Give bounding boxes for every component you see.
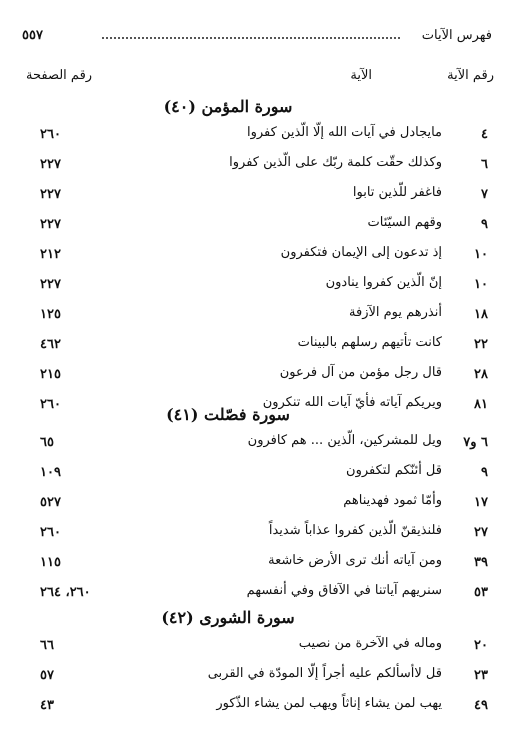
ayah-text: وقهم السيّئات [367, 215, 442, 230]
index-row [0, 271, 516, 301]
page-ref: ٢١٥ [40, 367, 61, 382]
page-ref: ٥٢٧ [40, 495, 61, 510]
page-ref: ٥٧ [40, 668, 54, 683]
page-number: ٥٥٧ [22, 28, 43, 43]
ayah-text: إنّ الّذين كفروا ينادون [325, 275, 442, 290]
index-row [0, 361, 516, 391]
ayah-text: إذ تدعون إلى الإيمان فتكفرون [280, 245, 442, 260]
index-row [0, 181, 516, 211]
ayah-number: ١٨ [474, 307, 488, 322]
index-row [0, 632, 516, 662]
ayah-text: قل أئنّكم لتكفرون [346, 463, 442, 478]
ayah-number: ٦ و٧ [463, 435, 488, 450]
index-row [0, 692, 516, 722]
ayah-text: فلنذيقنّ الّذين كفروا عذاباً شديداً [268, 523, 442, 538]
index-row [0, 121, 516, 151]
index-row [0, 549, 516, 579]
page-ref: ٢١٢ [40, 247, 61, 262]
ayah-text: وأمّا ثمود فهديناهم [343, 493, 442, 508]
column-header-page: رقم الصفحة [26, 68, 93, 83]
column-header-ayah: الآية [350, 68, 372, 83]
index-row [0, 241, 516, 271]
surah-section-41 [0, 401, 516, 609]
index-row [0, 519, 516, 549]
ayah-number: ٤٩ [474, 698, 488, 713]
ayah-text: مايجادل في آيات الله إلّا الّذين كفروا [246, 125, 442, 140]
page-ref: ٢٢٧ [40, 277, 61, 292]
ayah-number: ١٧ [474, 495, 488, 510]
column-headers [26, 68, 494, 90]
ayah-number: ٤ [481, 127, 488, 142]
ayah-text: قال رجل مؤمن من آل فرعون [279, 365, 442, 380]
page-ref: ٦٦ [40, 638, 54, 653]
page-ref: ٢٦٠ [40, 397, 61, 412]
ayah-number: ٢٧ [474, 525, 488, 540]
page-ref: ٢٦٠، ٢٦٤ [40, 585, 91, 600]
ayah-number: ٩ [481, 217, 488, 232]
page-ref: ١١٥ [40, 555, 61, 570]
page-ref: ٢٦٠ [40, 525, 61, 540]
index-row [0, 331, 516, 361]
ayah-text: ويريكم آياته فأيّ آيات الله تنكرون [262, 395, 442, 410]
ayah-text: ومن آياته أنك ترى الأرض خاشعة [268, 553, 442, 568]
page-ref: ٢٦٠ [40, 127, 61, 142]
surah-title: سورة الشورى (٤٢) [161, 608, 295, 627]
page-ref: ١٢٥ [40, 307, 61, 322]
page-ref: ٢٢٧ [40, 217, 61, 232]
ayah-number: ١٠ [474, 247, 488, 262]
index-row [0, 429, 516, 459]
ayah-number: ٣٩ [474, 555, 488, 570]
ayah-number: ٨١ [474, 397, 488, 412]
ayah-text: أنذرهم يوم الآزفة [349, 305, 442, 320]
ayah-text: سنريهم آياتنا في الآفاق وفي أنفسهم [246, 583, 442, 598]
page-ref: ١٠٩ [40, 465, 61, 480]
index-row [0, 151, 516, 181]
ayah-number: ٢٨ [474, 367, 488, 382]
surah-title: سورة المؤمن (٤٠) [163, 97, 293, 116]
surah-title: سورة فصّلت (٤١) [166, 405, 290, 424]
ayah-text: قل لاأسألكم عليه أجراً إلّا المودّة في القربى [207, 666, 442, 681]
page-ref: ٢٢٧ [40, 187, 61, 202]
index-row [0, 211, 516, 241]
index-row [0, 301, 516, 331]
ayah-text: فاغفر للّذين تابوا [352, 185, 442, 200]
ayah-text: ويل للمشركين، الّذين ... هم كافرون [247, 433, 442, 448]
surah-section-40 [0, 93, 516, 421]
running-head [22, 28, 492, 48]
ayah-number: ٧ [481, 187, 488, 202]
index-row [0, 489, 516, 519]
ayah-text: وماله في الآخرة من نصيب [298, 636, 442, 651]
ayah-number: ٦ [481, 157, 488, 172]
ayah-number: ٢٣ [474, 668, 488, 683]
surah-section-42 [0, 604, 516, 722]
page-ref: ٤٣ [40, 698, 54, 713]
running-head-title: فهرس الآيات [421, 28, 492, 43]
page-ref: ٦٥ [40, 435, 54, 450]
ayah-text: يهب لمن يشاء إناثاً ويهب لمن يشاء الذّكور [216, 696, 442, 711]
column-header-ayah-number: رقم الآية [447, 68, 494, 83]
ayah-number: ٥٣ [474, 585, 488, 600]
ayah-number: ١٠ [474, 277, 488, 292]
page-ref: ٤٦٢ [40, 337, 61, 352]
ayah-text: وكذلك حقّت كلمة ربّك على الّذين كفروا [229, 155, 442, 170]
index-row [0, 662, 516, 692]
ayah-text: كانت تأتيهم رسلهم بالبينات [297, 335, 442, 350]
index-row [0, 459, 516, 489]
leader-dots [102, 37, 400, 39]
ayah-number: ٩ [481, 465, 488, 480]
ayah-number: ٢٢ [474, 337, 488, 352]
page-ref: ٢٢٧ [40, 157, 61, 172]
ayah-number: ٢٠ [474, 638, 488, 653]
